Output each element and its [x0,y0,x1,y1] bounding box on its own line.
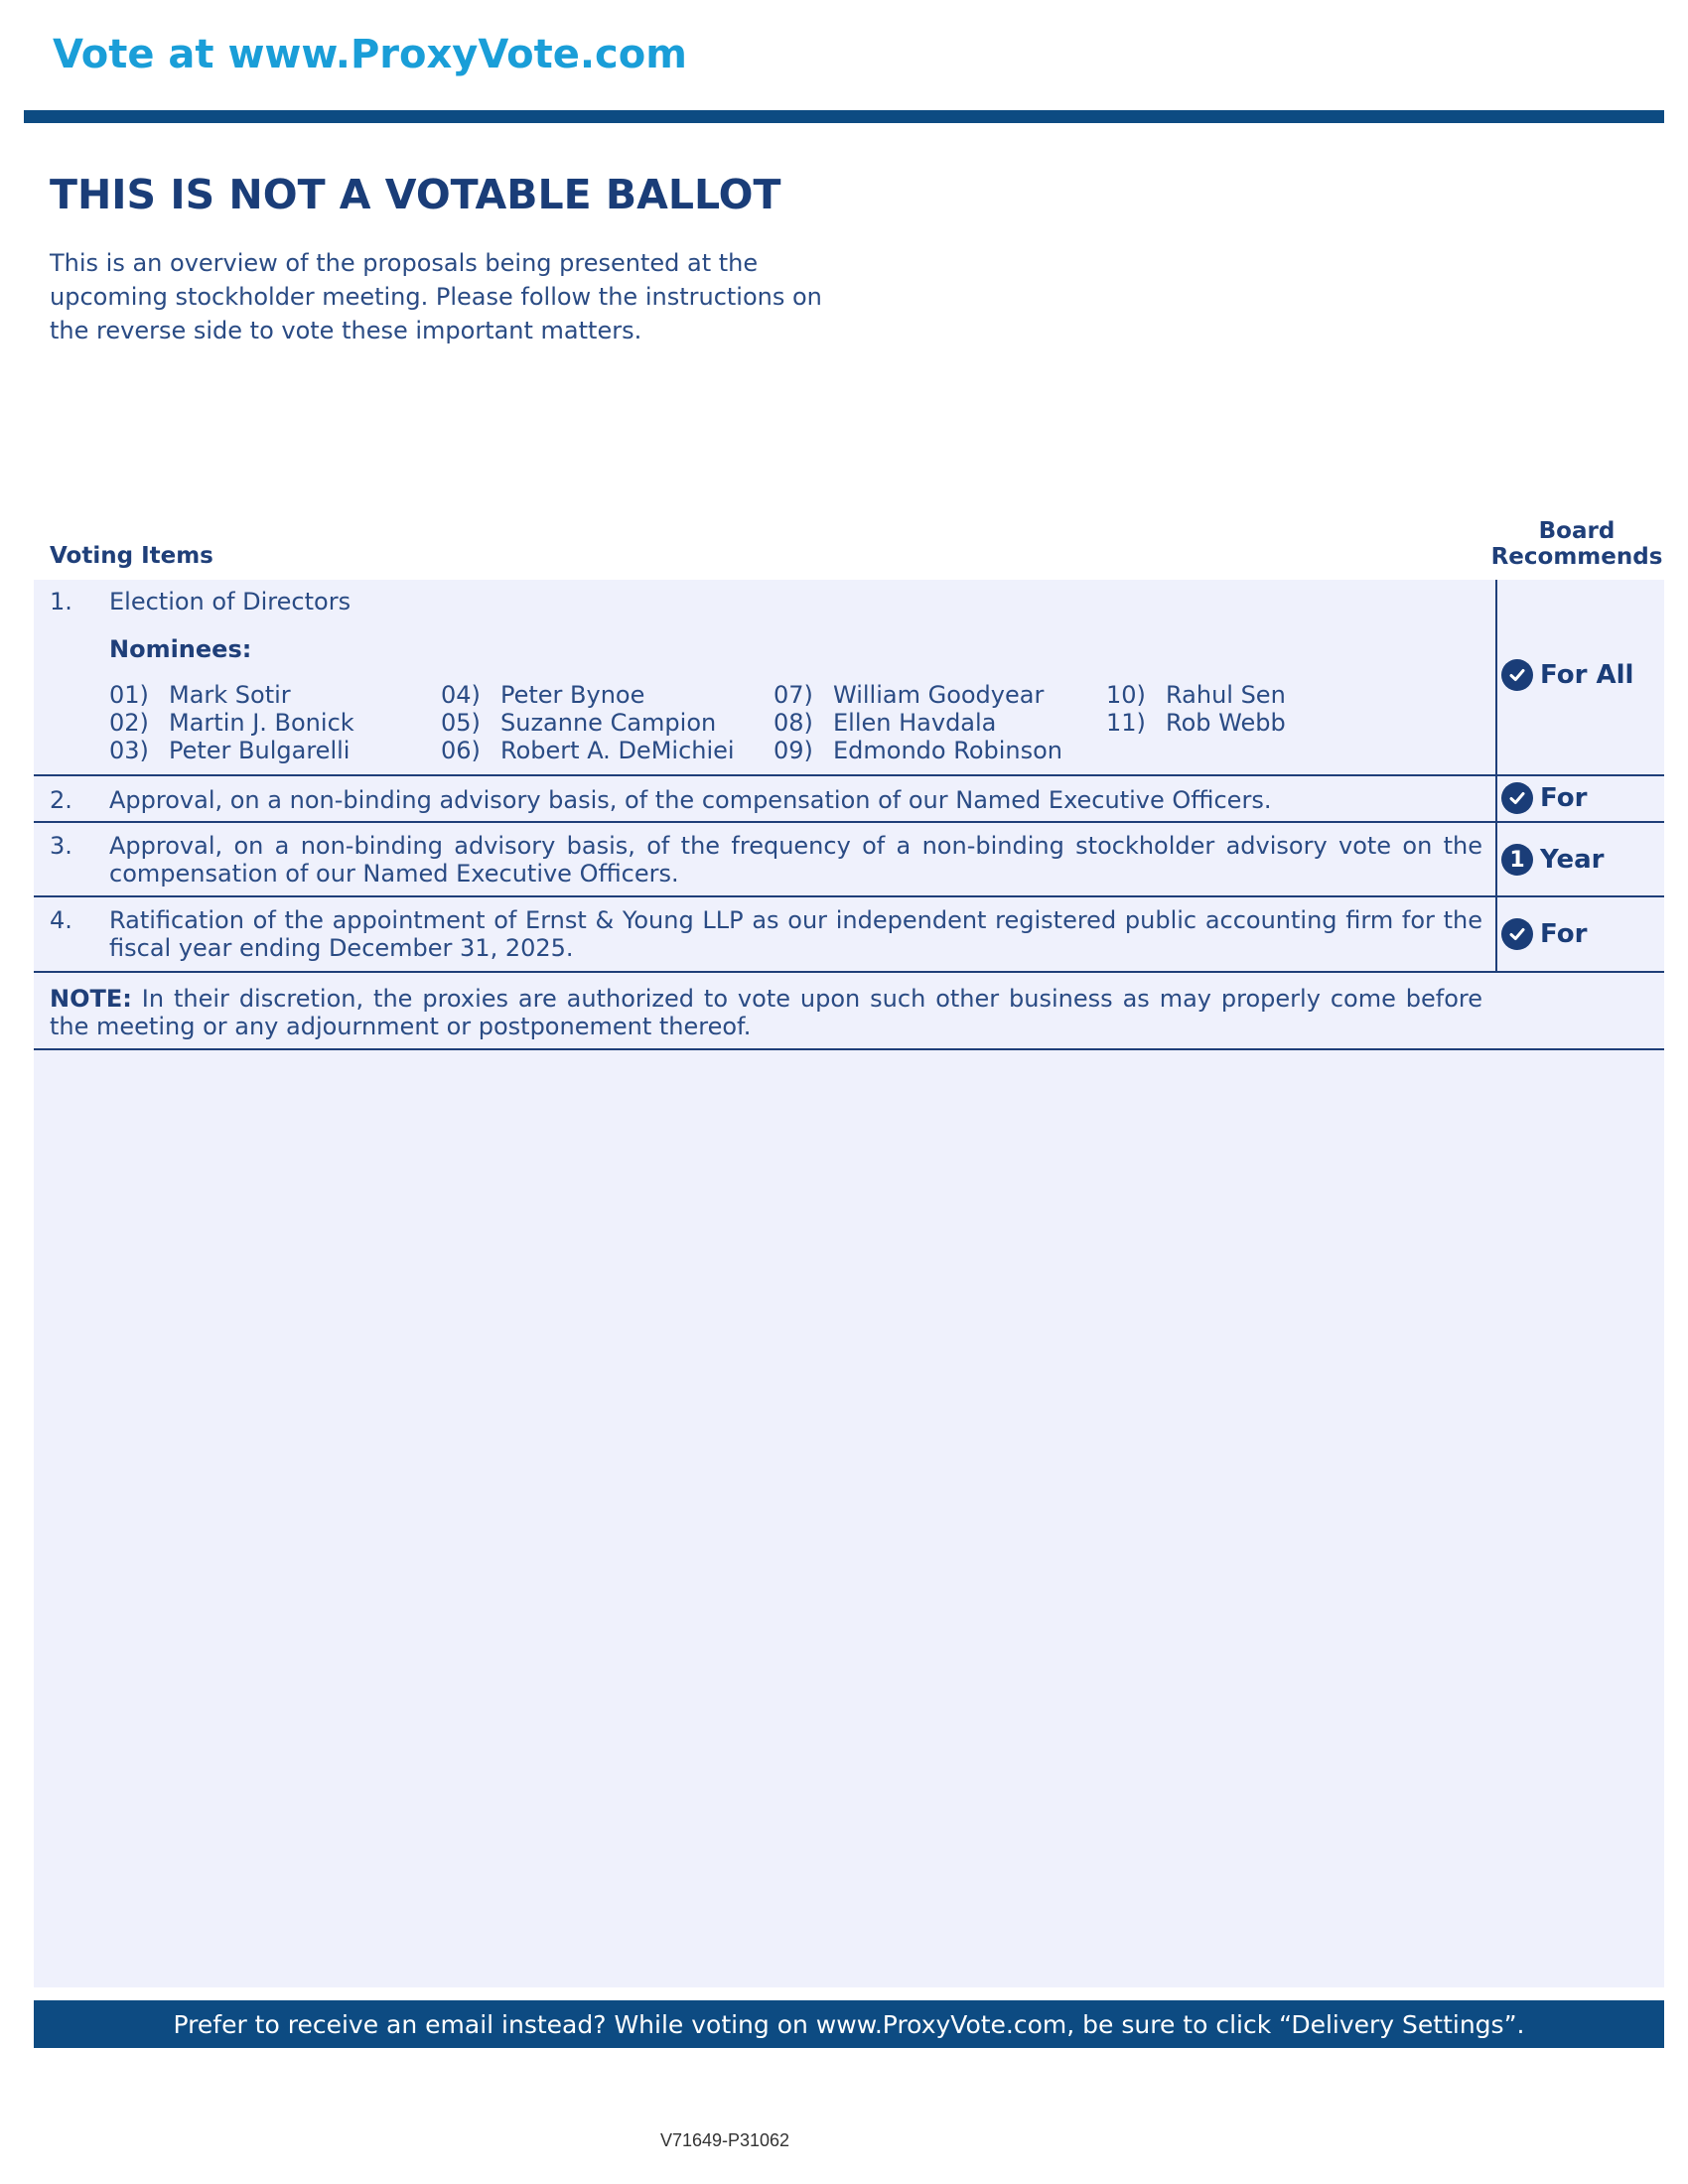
nominee-02 [109,709,354,737]
recommendation-label: Year [1540,845,1605,875]
nominee-04 [441,681,644,709]
item-2-recommendation [1501,782,1587,814]
recommendation-label: For [1540,783,1588,813]
note-body: In their discretion, the proxies are authorized to vote upon such other business as may properly come before the meeting or any adjournment or postponement thereof. [50,985,1482,1040]
nominee-08 [774,709,996,737]
row-divider [34,774,1664,776]
nominee-name: Rahul Sen [1166,681,1286,709]
nominee-03 [109,737,350,764]
item-3-text: Approval, on a non-binding advisory basis, of the frequency of a non-binding stockholder advisory vote on the compensation of our Named Executive Officers. [109,832,1482,887]
nominee-05 [441,709,716,737]
nominee-name: William Goodyear [833,681,1045,709]
note-label: NOTE: [50,985,132,1013]
item-3-recommendation [1501,844,1604,876]
recommendation-column-divider [1495,580,1497,973]
nominee-number: 04) [441,681,481,709]
nominee-name: Robert A. DeMichiei [500,737,735,764]
item-1-recommendation [1501,659,1633,691]
nominees-label: Nominees: [109,635,252,663]
intro-line-2: upcoming stockholder meeting. Please follow the instructions on [50,283,822,311]
item-4-recommendation [1501,918,1587,950]
nominee-number: 10) [1106,681,1146,709]
nominee-number: 07) [774,681,813,709]
nominee-name: Ellen Havdala [833,709,997,737]
nominee-09 [774,737,1062,764]
recommendation-label: For [1540,919,1588,949]
nominee-name: Peter Bynoe [500,681,645,709]
control-code: V71649-P31062 [659,2130,790,2150]
nominee-name: Mark Sotir [169,681,291,709]
item-1-text: Election of Directors [109,588,352,615]
item-4-number: 4. [50,906,72,934]
item-4-text: Ratification of the appointment of Ernst & Young LLP as our independent registered public accounting firm for the fiscal year ending December 31, 2025. [109,906,1482,962]
row-divider [34,971,1664,973]
page-title: THIS IS NOT A VOTABLE BALLOT [50,171,781,218]
item-2-number: 2. [50,786,72,814]
board-label: Board [1538,518,1616,544]
item-1-number: 1. [50,588,72,615]
number-circle-icon: 1 [1501,844,1533,876]
nominee-11 [1106,709,1286,737]
check-circle-icon [1501,659,1533,691]
board-recommends-header [1489,518,1664,570]
nominee-name: Rob Webb [1166,709,1286,737]
intro-text [50,246,864,347]
nominee-number: 03) [109,737,149,764]
item-3-number: 3. [50,832,72,860]
nominee-07 [774,681,1044,709]
recommends-label: Recommends [1490,544,1663,570]
check-circle-icon [1501,918,1533,950]
nominee-number: 02) [109,709,149,737]
voting-items-header: Voting Items [50,543,213,569]
nominee-06 [441,737,735,764]
nominee-name: Peter Bulgarelli [169,737,351,764]
table-bottom-rule [34,1048,1664,1050]
nominee-10 [1106,681,1286,709]
recommendation-label: For All [1540,660,1634,690]
check-circle-icon [1501,782,1533,814]
nominee-number: 08) [774,709,813,737]
nominee-number: 01) [109,681,149,709]
nominee-number: 09) [774,737,813,764]
item-2-text: Approval, on a non-binding advisory basis, of the compensation of our Named Executive Officers. [109,786,1272,814]
nominee-number: 06) [441,737,481,764]
intro-line-1: This is an overview of the proposals being presented at the [50,249,759,277]
row-divider [34,821,1664,823]
nominee-number: 05) [441,709,481,737]
nominee-name: Edmondo Robinson [833,737,1063,764]
intro-line-3: the reverse side to vote these important matters. [50,317,642,344]
nominee-number: 11) [1106,709,1146,737]
nominee-name: Suzanne Campion [500,709,717,737]
header-rule [24,110,1664,123]
delivery-settings-banner [34,2000,1664,2048]
nominee-name: Martin J. Bonick [169,709,354,737]
delivery-settings-text: Prefer to receive an email instead? While voting on www.ProxyVote.com, be sure to click “Delivery Settings”. [173,2009,1525,2039]
row-divider [34,895,1664,897]
proxyvote-link[interactable]: Vote at www.ProxyVote.com [53,32,687,77]
nominee-01 [109,681,291,709]
note-text [50,985,1482,1040]
